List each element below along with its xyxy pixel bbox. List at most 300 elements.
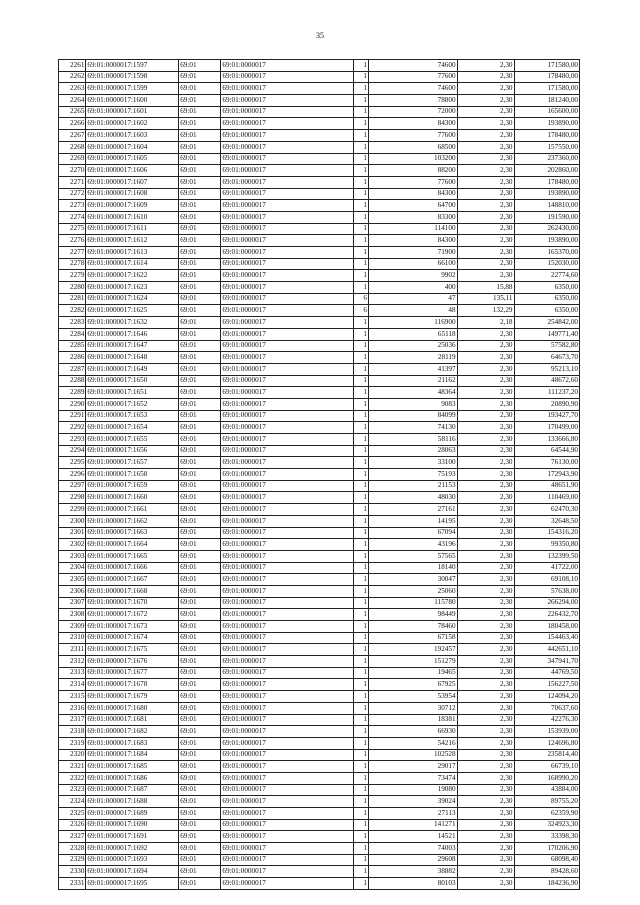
count-cell: 1 <box>354 679 369 691</box>
row-number-cell: 2276 <box>59 235 86 247</box>
block-cell: 69:01:0000017 <box>221 714 354 726</box>
rate-cell: 2,30 <box>457 60 514 72</box>
count-cell: 1 <box>354 258 369 270</box>
value-cell: 124696,80 <box>514 737 579 749</box>
value-cell: 178480,00 <box>514 176 579 188</box>
count-cell: 1 <box>354 71 369 83</box>
table-row <box>59 831 580 843</box>
table-row <box>59 585 580 597</box>
rate-cell: 2,30 <box>457 106 514 118</box>
value-cell: 202860,00 <box>514 165 579 177</box>
block-cell: 69:01:0000017 <box>221 71 354 83</box>
rate-cell: 2,30 <box>457 153 514 165</box>
value-cell: 153939,00 <box>514 726 579 738</box>
district-cell: 69:01 <box>179 141 221 153</box>
district-cell: 69:01 <box>179 574 221 586</box>
page-number: 35 <box>316 31 324 40</box>
area-cell: 66100 <box>369 258 458 270</box>
rate-cell: 2,30 <box>457 574 514 586</box>
area-cell: 29608 <box>369 854 458 866</box>
block-cell: 69:01:0000017 <box>221 539 354 551</box>
block-cell: 69:01:0000017 <box>221 866 354 878</box>
table-row <box>59 691 580 703</box>
area-cell: 58116 <box>369 434 458 446</box>
row-number-cell: 2288 <box>59 375 86 387</box>
district-cell: 69:01 <box>179 679 221 691</box>
district-cell: 69:01 <box>179 305 221 317</box>
cadastral-number-cell: 69:01:0000017:1662 <box>86 515 179 527</box>
value-cell: 6350,00 <box>514 305 579 317</box>
district-cell: 69:01 <box>179 737 221 749</box>
row-number-cell: 2264 <box>59 95 86 107</box>
value-cell: 154316,20 <box>514 527 579 539</box>
block-cell: 69:01:0000017 <box>221 398 354 410</box>
area-cell: 41397 <box>369 363 458 375</box>
table-row <box>59 492 580 504</box>
value-cell: 171580,00 <box>514 60 579 72</box>
block-cell: 69:01:0000017 <box>221 188 354 200</box>
district-cell: 69:01 <box>179 866 221 878</box>
value-cell: 42276,30 <box>514 714 579 726</box>
rate-cell: 2,30 <box>457 492 514 504</box>
cadastral-number-cell: 69:01:0000017:1624 <box>86 293 179 305</box>
district-cell: 69:01 <box>179 609 221 621</box>
district-cell: 69:01 <box>179 749 221 761</box>
rate-cell: 2,30 <box>457 375 514 387</box>
count-cell: 1 <box>354 726 369 738</box>
table-row <box>59 784 580 796</box>
cadastral-number-cell: 69:01:0000017:1659 <box>86 480 179 492</box>
row-number-cell: 2275 <box>59 223 86 235</box>
area-cell: 25060 <box>369 585 458 597</box>
row-number-cell: 2323 <box>59 784 86 796</box>
block-cell: 69:01:0000017 <box>221 597 354 609</box>
value-cell: 180458,00 <box>514 621 579 633</box>
district-cell: 69:01 <box>179 282 221 294</box>
block-cell: 69:01:0000017 <box>221 761 354 773</box>
value-cell: 33398,30 <box>514 831 579 843</box>
rate-cell: 2,30 <box>457 737 514 749</box>
table-row <box>59 808 580 820</box>
rate-cell: 2,30 <box>457 644 514 656</box>
cadastral-number-cell: 69:01:0000017:1653 <box>86 410 179 422</box>
area-cell: 77600 <box>369 130 458 142</box>
area-cell: 77600 <box>369 71 458 83</box>
count-cell: 1 <box>354 761 369 773</box>
rate-cell: 2,30 <box>457 550 514 562</box>
cadastral-number-cell: 69:01:0000017:1654 <box>86 422 179 434</box>
count-cell: 1 <box>354 843 369 855</box>
district-cell: 69:01 <box>179 585 221 597</box>
block-cell: 69:01:0000017 <box>221 422 354 434</box>
area-cell: 19465 <box>369 667 458 679</box>
value-cell: 181240,00 <box>514 95 579 107</box>
area-cell: 74003 <box>369 843 458 855</box>
district-cell: 69:01 <box>179 165 221 177</box>
area-cell: 28119 <box>369 352 458 364</box>
count-cell: 1 <box>354 784 369 796</box>
district-cell: 69:01 <box>179 328 221 340</box>
rate-cell: 2,30 <box>457 118 514 130</box>
table-row <box>59 340 580 352</box>
block-cell: 69:01:0000017 <box>221 352 354 364</box>
cadastral-number-cell: 69:01:0000017:1611 <box>86 223 179 235</box>
value-cell: 193427,70 <box>514 410 579 422</box>
row-number-cell: 2301 <box>59 527 86 539</box>
count-cell: 1 <box>354 492 369 504</box>
district-cell: 69:01 <box>179 258 221 270</box>
count-cell: 1 <box>354 352 369 364</box>
district-cell: 69:01 <box>179 387 221 399</box>
block-cell: 69:01:0000017 <box>221 141 354 153</box>
count-cell: 1 <box>354 527 369 539</box>
value-cell: 64544,90 <box>514 445 579 457</box>
cadastral-number-cell: 69:01:0000017:1678 <box>86 679 179 691</box>
row-number-cell: 2287 <box>59 363 86 375</box>
district-cell: 69:01 <box>179 422 221 434</box>
row-number-cell: 2318 <box>59 726 86 738</box>
block-cell: 69:01:0000017 <box>221 375 354 387</box>
table-row <box>59 317 580 329</box>
rate-cell: 2,30 <box>457 772 514 784</box>
rate-cell: 2,30 <box>457 539 514 551</box>
district-cell: 69:01 <box>179 621 221 633</box>
value-cell: 165370,00 <box>514 247 579 259</box>
district-cell: 69:01 <box>179 480 221 492</box>
area-cell: 74600 <box>369 83 458 95</box>
rate-cell: 2,30 <box>457 796 514 808</box>
rate-cell: 2,30 <box>457 130 514 142</box>
cadastral-number-cell: 69:01:0000017:1652 <box>86 398 179 410</box>
row-number-cell: 2280 <box>59 282 86 294</box>
row-number-cell: 2279 <box>59 270 86 282</box>
table-row <box>59 363 580 375</box>
row-number-cell: 2262 <box>59 71 86 83</box>
rate-cell: 2,30 <box>457 597 514 609</box>
count-cell: 1 <box>354 632 369 644</box>
rate-cell: 2,30 <box>457 691 514 703</box>
count-cell: 1 <box>354 808 369 820</box>
district-cell: 69:01 <box>179 211 221 223</box>
area-cell: 64700 <box>369 200 458 212</box>
count-cell: 1 <box>354 772 369 784</box>
cadastral-number-cell: 69:01:0000017:1602 <box>86 118 179 130</box>
table-row <box>59 726 580 738</box>
count-cell: 1 <box>354 469 369 481</box>
cadastral-number-cell: 69:01:0000017:1598 <box>86 71 179 83</box>
cadastral-number-cell: 69:01:0000017:1614 <box>86 258 179 270</box>
area-cell: 141271 <box>369 819 458 831</box>
count-cell: 1 <box>354 130 369 142</box>
area-cell: 33100 <box>369 457 458 469</box>
row-number-cell: 2294 <box>59 445 86 457</box>
table-row <box>59 258 580 270</box>
area-cell: 48030 <box>369 492 458 504</box>
count-cell: 1 <box>354 118 369 130</box>
cadastral-number-cell: 69:01:0000017:1622 <box>86 270 179 282</box>
count-cell: 1 <box>354 562 369 574</box>
area-cell: 114100 <box>369 223 458 235</box>
block-cell: 69:01:0000017 <box>221 282 354 294</box>
row-number-cell: 2328 <box>59 843 86 855</box>
block-cell: 69:01:0000017 <box>221 457 354 469</box>
district-cell: 69:01 <box>179 398 221 410</box>
rate-cell: 2,30 <box>457 878 514 890</box>
rate-cell: 2,30 <box>457 621 514 633</box>
row-number-cell: 2286 <box>59 352 86 364</box>
row-number-cell: 2306 <box>59 585 86 597</box>
count-cell: 1 <box>354 457 369 469</box>
table-row <box>59 141 580 153</box>
row-number-cell: 2311 <box>59 644 86 656</box>
count-cell: 1 <box>354 515 369 527</box>
block-cell: 69:01:0000017 <box>221 527 354 539</box>
value-cell: 226432,70 <box>514 609 579 621</box>
table-row <box>59 854 580 866</box>
value-cell: 266294,00 <box>514 597 579 609</box>
rate-cell: 2,30 <box>457 726 514 738</box>
cadastral-number-cell: 69:01:0000017:1597 <box>86 60 179 72</box>
value-cell: 124094,20 <box>514 691 579 703</box>
count-cell: 1 <box>354 375 369 387</box>
row-number-cell: 2299 <box>59 504 86 516</box>
cadastral-number-cell: 69:01:0000017:1689 <box>86 808 179 820</box>
table-row <box>59 667 580 679</box>
cadastral-number-cell: 69:01:0000017:1657 <box>86 457 179 469</box>
rate-cell: 2,30 <box>457 387 514 399</box>
table-row <box>59 819 580 831</box>
block-cell: 69:01:0000017 <box>221 550 354 562</box>
block-cell: 69:01:0000017 <box>221 644 354 656</box>
district-cell: 69:01 <box>179 808 221 820</box>
cadastral-number-cell: 69:01:0000017:1606 <box>86 165 179 177</box>
block-cell: 69:01:0000017 <box>221 270 354 282</box>
cadastral-number-cell: 69:01:0000017:1612 <box>86 235 179 247</box>
area-cell: 27113 <box>369 808 458 820</box>
table-row <box>59 130 580 142</box>
count-cell: 1 <box>354 410 369 422</box>
rate-cell: 2,30 <box>457 223 514 235</box>
value-cell: 41722,00 <box>514 562 579 574</box>
area-cell: 67158 <box>369 632 458 644</box>
count-cell: 1 <box>354 387 369 399</box>
table-row <box>59 550 580 562</box>
table-row <box>59 83 580 95</box>
value-cell: 168990,20 <box>514 772 579 784</box>
value-cell: 149771,40 <box>514 328 579 340</box>
district-cell: 69:01 <box>179 878 221 890</box>
rate-cell: 15,88 <box>457 282 514 294</box>
value-cell: 22774,60 <box>514 270 579 282</box>
table-row <box>59 293 580 305</box>
count-cell: 1 <box>354 223 369 235</box>
district-cell: 69:01 <box>179 550 221 562</box>
district-cell: 69:01 <box>179 235 221 247</box>
area-cell: 78460 <box>369 621 458 633</box>
cadastral-number-cell: 69:01:0000017:1651 <box>86 387 179 399</box>
area-cell: 102528 <box>369 749 458 761</box>
value-cell: 170499,00 <box>514 422 579 434</box>
table-row <box>59 632 580 644</box>
block-cell: 69:01:0000017 <box>221 492 354 504</box>
count-cell: 1 <box>354 106 369 118</box>
block-cell: 69:01:0000017 <box>221 784 354 796</box>
district-cell: 69:01 <box>179 434 221 446</box>
cadastral-number-cell: 69:01:0000017:1694 <box>86 866 179 878</box>
block-cell: 69:01:0000017 <box>221 445 354 457</box>
district-cell: 69:01 <box>179 375 221 387</box>
district-cell: 69:01 <box>179 632 221 644</box>
rate-cell: 2,30 <box>457 480 514 492</box>
row-number-cell: 2278 <box>59 258 86 270</box>
table-row <box>59 714 580 726</box>
rate-cell: 132,29 <box>457 305 514 317</box>
row-number-cell: 2297 <box>59 480 86 492</box>
count-cell: 1 <box>354 621 369 633</box>
block-cell: 69:01:0000017 <box>221 293 354 305</box>
value-cell: 20890,90 <box>514 398 579 410</box>
block-cell: 69:01:0000017 <box>221 562 354 574</box>
row-number-cell: 2277 <box>59 247 86 259</box>
area-cell: 48 <box>369 305 458 317</box>
area-cell: 98449 <box>369 609 458 621</box>
district-cell: 69:01 <box>179 60 221 72</box>
value-cell: 89428,60 <box>514 866 579 878</box>
rate-cell: 2,30 <box>457 749 514 761</box>
row-number-cell: 2325 <box>59 808 86 820</box>
area-cell: 57565 <box>369 550 458 562</box>
block-cell: 69:01:0000017 <box>221 223 354 235</box>
block-cell: 69:01:0000017 <box>221 749 354 761</box>
cadastral-number-cell: 69:01:0000017:1609 <box>86 200 179 212</box>
cadastral-number-cell: 69:01:0000017:1655 <box>86 434 179 446</box>
count-cell: 1 <box>354 866 369 878</box>
rate-cell: 2,30 <box>457 504 514 516</box>
rate-cell: 2,30 <box>457 609 514 621</box>
rate-cell: 2,30 <box>457 667 514 679</box>
rate-cell: 2,30 <box>457 515 514 527</box>
rate-cell: 2,30 <box>457 784 514 796</box>
table-row <box>59 422 580 434</box>
district-cell: 69:01 <box>179 515 221 527</box>
count-cell: 1 <box>354 597 369 609</box>
table-row <box>59 480 580 492</box>
table-row <box>59 434 580 446</box>
table-row <box>59 504 580 516</box>
table-row <box>59 188 580 200</box>
value-cell: 171580,00 <box>514 83 579 95</box>
block-cell: 69:01:0000017 <box>221 258 354 270</box>
value-cell: 193890,00 <box>514 235 579 247</box>
row-number-cell: 2316 <box>59 702 86 714</box>
cadastral-number-cell: 69:01:0000017:1605 <box>86 153 179 165</box>
row-number-cell: 2285 <box>59 340 86 352</box>
block-cell: 69:01:0000017 <box>221 480 354 492</box>
count-cell: 1 <box>354 83 369 95</box>
row-number-cell: 2310 <box>59 632 86 644</box>
block-cell: 69:01:0000017 <box>221 808 354 820</box>
row-number-cell: 2303 <box>59 550 86 562</box>
district-cell: 69:01 <box>179 340 221 352</box>
value-cell: 110469,00 <box>514 492 579 504</box>
block-cell: 69:01:0000017 <box>221 574 354 586</box>
count-cell: 1 <box>354 211 369 223</box>
count-cell: 1 <box>354 585 369 597</box>
cadastral-number-cell: 69:01:0000017:1647 <box>86 340 179 352</box>
cadastral-number-cell: 69:01:0000017:1608 <box>86 188 179 200</box>
rate-cell: 2,30 <box>457 71 514 83</box>
value-cell: 69108,10 <box>514 574 579 586</box>
rate-cell: 2,30 <box>457 165 514 177</box>
cadastral-number-cell: 69:01:0000017:1683 <box>86 737 179 749</box>
row-number-cell: 2321 <box>59 761 86 773</box>
cadastral-number-cell: 69:01:0000017:1680 <box>86 702 179 714</box>
row-number-cell: 2271 <box>59 176 86 188</box>
row-number-cell: 2272 <box>59 188 86 200</box>
cadastral-number-cell: 69:01:0000017:1674 <box>86 632 179 644</box>
count-cell: 1 <box>354 667 369 679</box>
value-cell: 99350,80 <box>514 539 579 551</box>
value-cell: 70637,60 <box>514 702 579 714</box>
block-cell: 69:01:0000017 <box>221 691 354 703</box>
row-number-cell: 2273 <box>59 200 86 212</box>
count-cell: 1 <box>354 691 369 703</box>
rate-cell: 2,30 <box>457 410 514 422</box>
area-cell: 103200 <box>369 153 458 165</box>
block-cell: 69:01:0000017 <box>221 656 354 668</box>
district-cell: 69:01 <box>179 270 221 282</box>
row-number-cell: 2292 <box>59 422 86 434</box>
area-cell: 74600 <box>369 60 458 72</box>
area-cell: 75193 <box>369 469 458 481</box>
row-number-cell: 2308 <box>59 609 86 621</box>
table-row <box>59 282 580 294</box>
district-cell: 69:01 <box>179 492 221 504</box>
district-cell: 69:01 <box>179 656 221 668</box>
block-cell: 69:01:0000017 <box>221 679 354 691</box>
district-cell: 69:01 <box>179 784 221 796</box>
area-cell: 66930 <box>369 726 458 738</box>
area-cell: 74130 <box>369 422 458 434</box>
table-row <box>59 106 580 118</box>
block-cell: 69:01:0000017 <box>221 340 354 352</box>
block-cell: 69:01:0000017 <box>221 95 354 107</box>
row-number-cell: 2268 <box>59 141 86 153</box>
value-cell: 191590,00 <box>514 211 579 223</box>
rate-cell: 2,30 <box>457 188 514 200</box>
value-cell: 178480,00 <box>514 130 579 142</box>
count-cell: 1 <box>354 854 369 866</box>
cadastral-number-cell: 69:01:0000017:1625 <box>86 305 179 317</box>
cadastral-number-cell: 69:01:0000017:1648 <box>86 352 179 364</box>
block-cell: 69:01:0000017 <box>221 83 354 95</box>
block-cell: 69:01:0000017 <box>221 515 354 527</box>
count-cell: 1 <box>354 796 369 808</box>
block-cell: 69:01:0000017 <box>221 632 354 644</box>
table-row <box>59 398 580 410</box>
row-number-cell: 2329 <box>59 854 86 866</box>
area-cell: 21162 <box>369 375 458 387</box>
table-row <box>59 328 580 340</box>
count-cell: 1 <box>354 282 369 294</box>
area-cell: 9083 <box>369 398 458 410</box>
value-cell: 172943,90 <box>514 469 579 481</box>
count-cell: 1 <box>354 141 369 153</box>
value-cell: 48651,90 <box>514 480 579 492</box>
rate-cell: 2,30 <box>457 258 514 270</box>
count-cell: 1 <box>354 504 369 516</box>
table-row <box>59 445 580 457</box>
